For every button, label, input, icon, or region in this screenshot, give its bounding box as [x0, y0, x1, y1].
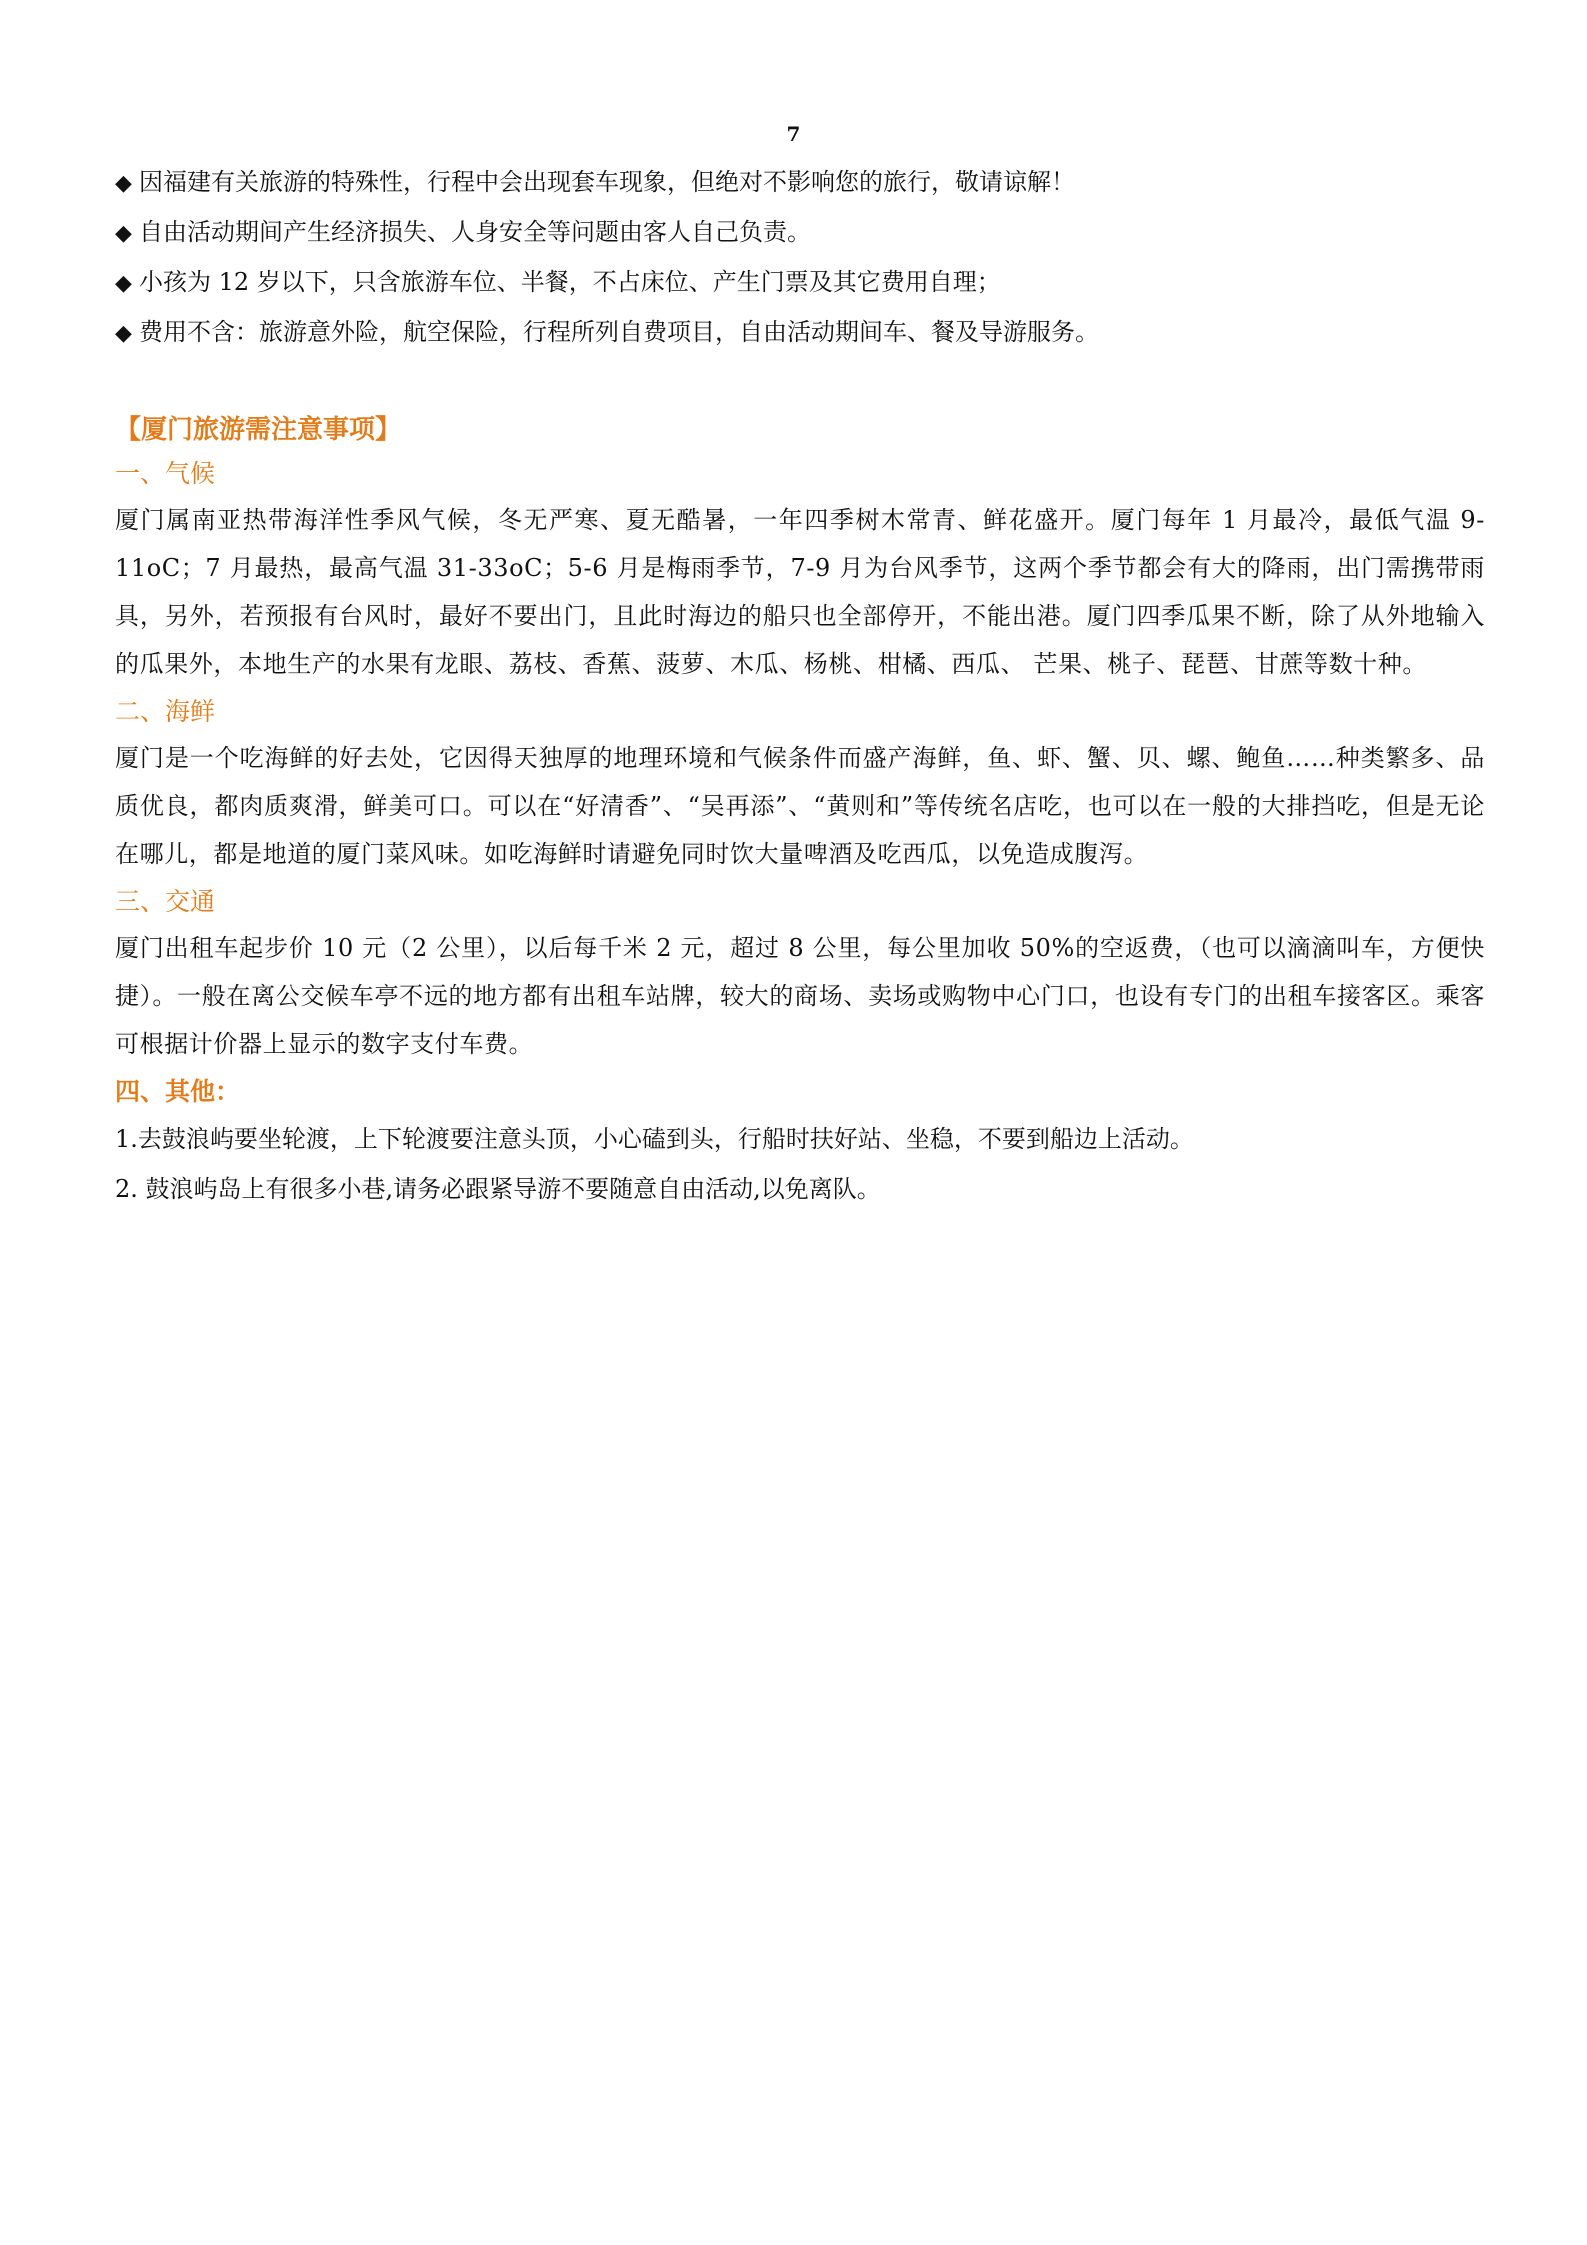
section-heading-seafood: 二、海鲜	[115, 697, 216, 726]
section-text-seafood: 厦门是一个吃海鲜的好去处，它因得天独厚的地理环境和气候条件而盛产海鲜，鱼、虾、蟹、贝、螺、鲍鱼……种类繁多、品质优良，都肉质爽滑，鲜美可口。可以在“好清香”、“吴再添”、“黄则和”等传统名店吃，也可以在一般的大排挡吃，但是无论在哪儿，都是地道的厦门菜风味。如吃海鲜时请避免同时饮大量啤酒及吃西瓜，以免造成腹泻。	[115, 744, 1485, 868]
notice-title: 【厦门旅游需注意事项】	[115, 415, 402, 445]
fee-notes-list	[115, 158, 1485, 358]
page-number: 7	[786, 122, 801, 146]
list-item: 1.去鼓浪屿要坐轮渡，上下轮渡要注意头顶，小心磕到头，行船时扶好站、坐稳，不要到船边上活动。	[115, 1125, 1194, 1153]
section-heading-transport: 三、交通	[115, 887, 216, 916]
diamond-bullet-icon: ◆	[115, 271, 132, 296]
diamond-bullet-icon: ◆	[115, 221, 132, 246]
section-heading-climate: 一、气候	[115, 459, 216, 488]
list-item: 2. 鼓浪屿岛上有很多小巷,请务必跟紧导游不要随意自由活动,以免离队。	[115, 1175, 881, 1203]
list-item: ◆ 费用不含：旅游意外险，航空保险，行程所列自费项目，自由活动期间车、餐及导游服务。	[115, 308, 1485, 358]
list-item: ◆ 自由活动期间产生经济损失、人身安全等问题由客人自己负责。	[115, 208, 1485, 258]
list-item: ◆ 因福建有关旅游的特殊性，行程中会出现套车现象，但绝对不影响您的旅行，敬请谅解！	[115, 158, 1485, 208]
diamond-bullet-icon: ◆	[115, 171, 132, 196]
section-heading-other: 四、其他：	[115, 1077, 241, 1106]
list-item: ◆ 小孩为 12 岁以下，只含旅游车位、半餐，不占床位、产生门票及其它费用自理；	[115, 258, 1485, 308]
diamond-bullet-icon: ◆	[115, 321, 132, 346]
section-text-transport: 厦门出租车起步价 10 元（2 公里），以后每千米 2 元，超过 8 公里，每公里加收 50%的空返费，（也可以滴滴叫车，方便快捷）。一般在离公交候车亭不远的地方都有出租车站牌，较大的商场、卖场或购物中心门口，也设有专门的出租车接客区。乘客可根据计价器上显示的数字支付车费。	[115, 934, 1485, 1058]
page-content	[115, 158, 1485, 1214]
section-text-climate: 厦门属南亚热带海洋性季风气候，冬无严寒、夏无酷暑，一年四季树木常青、鲜花盛开。厦门每年 1 月最冷，最低气温 9-11oC；7 月最热，最高气温 31-33oC；5-6 月是梅雨季节，7-9 月为台风季节，这两个季节都会有大的降雨，出门需携带雨具，另外，若预报有台风时，最好不要出门，且此时海边的船只也全部停开，不能出港。厦门四季瓜果不断，除了从外地输入的瓜果外，本地生产的水果有龙眼、荔枝、香蕉、菠萝、木瓜、杨桃、柑橘、西瓜、 芒果、桃子、琵琶、甘蔗等数十种。	[115, 506, 1485, 678]
